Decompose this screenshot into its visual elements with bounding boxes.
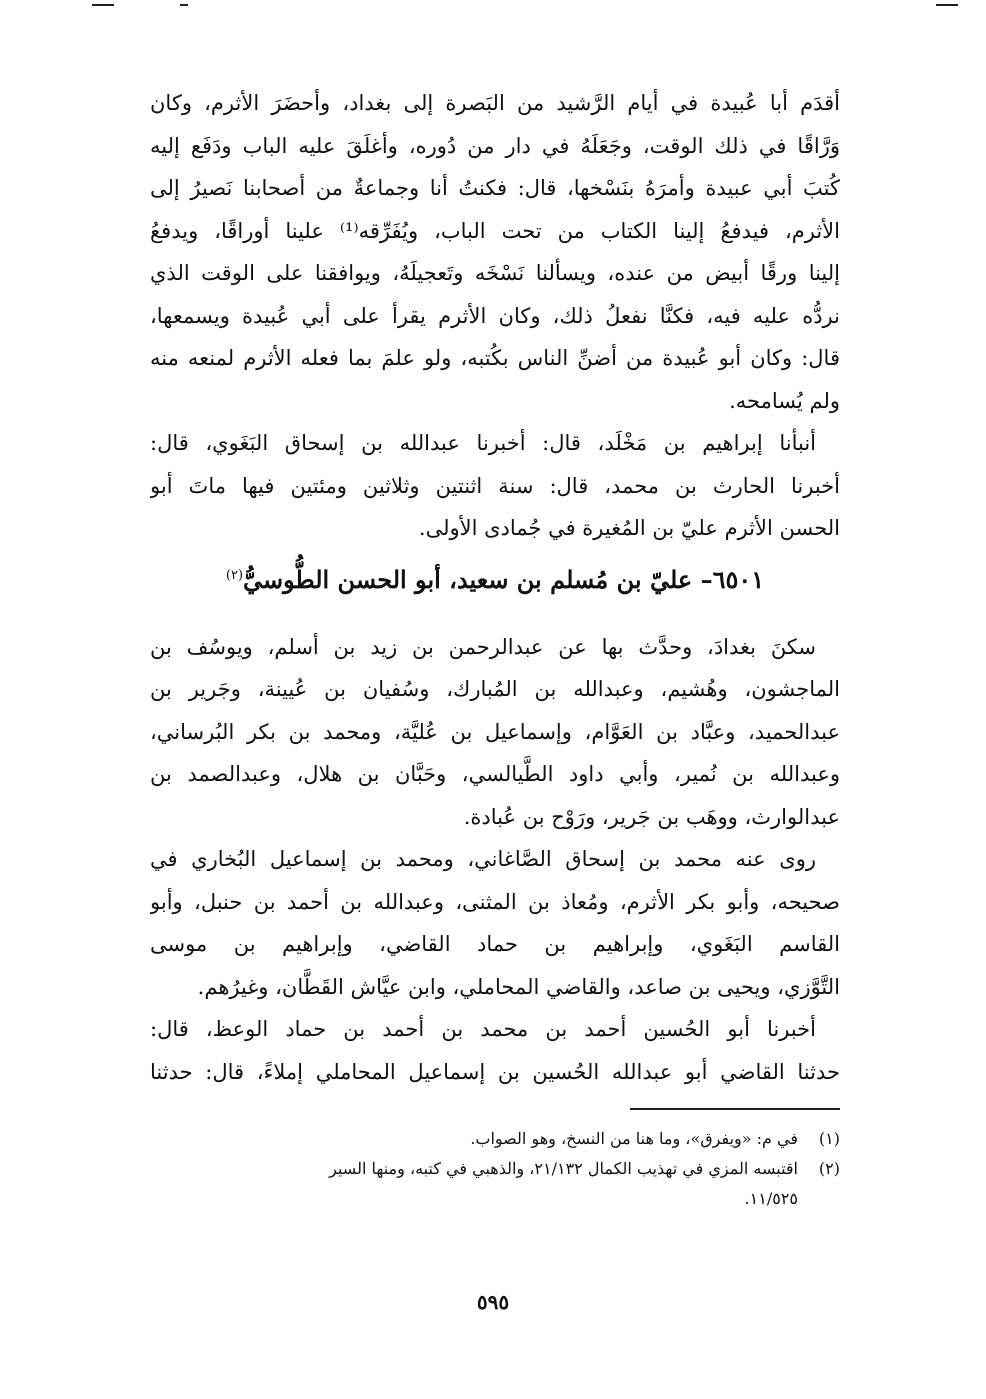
footnote-divider: [630, 1108, 840, 1110]
footnote-1: [150, 1124, 840, 1154]
page-body: [150, 82, 840, 1093]
text-line: أخبرنا الحارث بن محمد، قال: سنة اثنتين وثلاثين ومئتين فيها ماتَ أبو: [150, 473, 840, 498]
paragraph-students: [150, 838, 840, 1008]
footnotes: [150, 1124, 840, 1214]
text-line: الأثرم، فيدفعُ إلينا الكتاب من تحت الباب، ويُفَرِّقه⁽¹⁾ علينا أوراقًا، ويدفعُ: [150, 218, 840, 243]
text-line: سكنَ بغدادَ، وحدَّث بها عن عبدالرحمن بن زيد بن أسلم، ويوسُف بن: [150, 634, 816, 659]
paragraph-isnad: [150, 1008, 840, 1093]
entry-heading: [150, 550, 840, 626]
footnote-text: ١١/٥٢٥.: [744, 1189, 798, 1208]
paragraph-athram-story: [150, 82, 840, 422]
footnote-number: (٢): [818, 1159, 840, 1178]
text-line: أخبرنا أبو الحُسين أحمد بن محمد بن أحمد بن حماد الوعظ، قال:: [150, 1017, 816, 1041]
text-line: وعبدالله بن نُمير، وأبي داود الطَّيالسي، وحَبَّان بن هلال، وعبدالصمد بن: [150, 762, 840, 786]
text-line: الماجشون، وهُشيم، وعبدالله بن المُبارك، وسُفيان بن عُيينة، وجَرير بن: [150, 677, 840, 701]
text-line: أقدَم أبا عُبيدة في أيام الرَّشيد من البَصرة إلى بغداد، وأحضَرَ الأثرم، وكان: [150, 91, 840, 115]
text-line: الحسن الأثرم عليّ بن المُغيرة في جُمادى الأولى.: [418, 516, 840, 540]
text-line: صحيحه، وأبو بكر الأثرم، ومُعاذ بن المثنى، وعبدالله بن أحمد بن حنبل، وأبو: [150, 889, 840, 914]
text-line: القاسم البَغَوي، وإبراهيم بن حماد القاضي، وإبراهيم بن موسى: [150, 932, 840, 956]
text-line: إلينا ورقًا أبيض من عنده، ويسألنا نَسْخَه وتَعجيلَهُ، ويوافقنا على الوقت الذي: [150, 261, 840, 285]
text-line: التَّوَّزي، ويحيى بن صاعد، والقاضي المحاملي، وابن عيَّاش القَطَّان، وغيرُهم.: [197, 974, 840, 999]
top-scan-marks: [0, 0, 986, 12]
footnote-number: (١): [818, 1129, 840, 1148]
page-number: ٥٩٥: [476, 1290, 510, 1314]
text-line: كُتبَ أبي عبيدة وأمرَهُ بنَسْخها، قال: فكنتُ أنا وجماعةٌ من أصحابنا نَصيرُ إلى: [150, 176, 840, 200]
text-line: قال: وكان أبو عُبيدة من أضنِّ الناس بكُتبه، ولو علمَ بما فعله الأثرم لمنعه منه: [150, 346, 840, 370]
paragraph-teachers: [150, 626, 840, 839]
text-line: ولم يُسامحه.: [729, 388, 840, 413]
heading-footnote-marker: (٢): [225, 567, 244, 583]
text-line: عبدالحميد، وعبَّاد بن العَوَّام، وإسماعيل بن عُليَّة، ومحمد بن بكر البُرساني،: [150, 719, 840, 744]
text-line: عبدالوارث، ووهَب بن جَرير، ورَوْح بن عُبادة.: [463, 804, 840, 829]
footnote-2-continuation: [150, 1184, 840, 1214]
entry-heading-text: ٦٥٠١– عليّ بن مُسلم بن سعيد، أبو الحسن الطُّوسيُّ: [243, 564, 765, 594]
footnote-text: اقتبسه المزي في تهذيب الكمال ٢١/١٣٢، والذهبي في كتبه، ومنها السير: [329, 1159, 798, 1178]
text-line: نردُّه عليه فيه، فكنَّا نفعلُ ذلك، وكان الأثرم يقرأ على أبي عُبيدة ويسمعها،: [150, 303, 840, 328]
text-line: روى عنه محمد بن إسحاق الصَّاغاني، ومحمد بن إسماعيل البُخاري في: [150, 847, 816, 871]
footnote-text: في م: «ويفرق»، وما هنا من النسخ، وهو الصواب.: [470, 1129, 798, 1148]
text-line: حدثنا القاضي أبو عبدالله الحُسين بن إسماعيل المحاملي إملاءً، قال: حدثنا: [150, 1059, 840, 1084]
text-line: وَرَّاقًا في ذلك الوقت، وجَعَلَهُ في دار من دُوره، وأغلَقَ عليه الباب ودَفَع إليه: [150, 133, 840, 158]
text-line: أنبأنا إبراهيم بن مَخْلَد، قال: أخبرنا عبدالله بن إسحاق البَغَوي، قال:: [150, 431, 816, 455]
footnote-2: [150, 1154, 840, 1184]
paragraph-death-date: [150, 422, 840, 550]
